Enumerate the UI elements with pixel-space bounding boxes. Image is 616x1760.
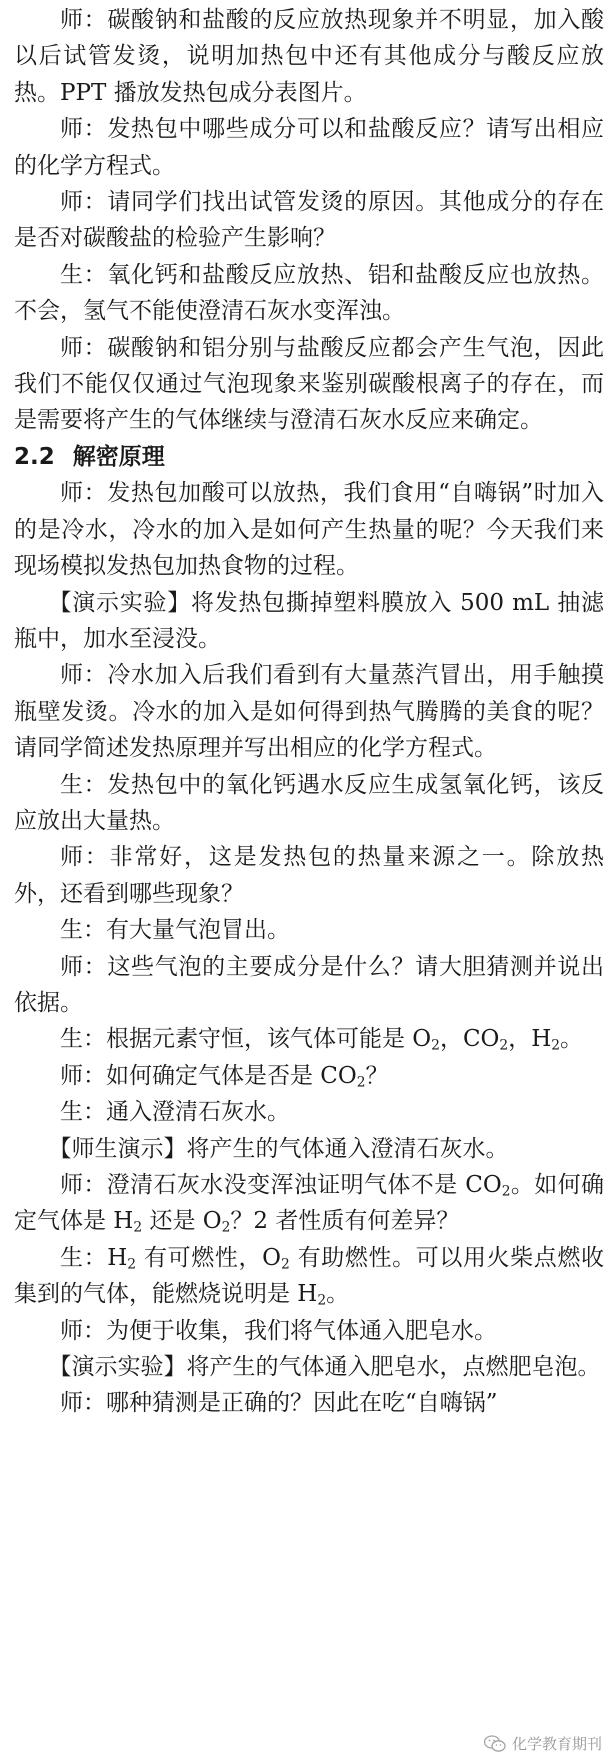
subscript: 2 bbox=[551, 1037, 561, 1054]
paragraph bbox=[14, 1349, 604, 1385]
paragraph-text: 将发热包撕掉塑料膜放入 500 mL 抽滤瓶中，加水至浸没。 bbox=[14, 589, 604, 652]
paragraph: 师：请同学们找出试管发烫的原因。其他成分的存在是否对碳酸盐的检验产生影响？ bbox=[14, 189, 604, 252]
demo-label: 【演示实验】 bbox=[48, 1354, 187, 1381]
subscript: 2 bbox=[431, 1037, 440, 1054]
text-run: ？2 者性质有何差异？ bbox=[230, 1208, 460, 1235]
text-run: 有可燃性，O bbox=[136, 1244, 281, 1271]
article-body bbox=[14, 2, 604, 1422]
paragraph: 师：为便于收集，我们将气体通入肥皂水。 bbox=[60, 1317, 497, 1344]
paragraph: 师：发热包中哪些成分可以和盐酸反应？请写出相应的化学方程式。 bbox=[14, 116, 604, 179]
text-run: ，H bbox=[508, 1026, 552, 1053]
paragraph: 师：碳酸钠和盐酸的反应放热现象并不明显，加入酸以后试管发烫，说明加热包中还有其他成分与酸反应放热。PPT 播放发热包成分表图片。 bbox=[14, 7, 604, 106]
text-run: 。 bbox=[560, 1026, 584, 1053]
section-title: 解密原理 bbox=[72, 443, 165, 470]
paragraph: 生：氧化钙和盐酸反应放热、铝和盐酸反应也放热。不会，氢气不能使澄清石灰水变浑浊。 bbox=[14, 261, 604, 325]
subscript: 2 bbox=[280, 1256, 290, 1273]
text-run: 师：如何确定气体是否是 CO bbox=[60, 1062, 357, 1089]
paragraph: 生：发热包中的氧化钙遇水反应生成氢氧化钙，该反应放出大量热。 bbox=[14, 771, 604, 834]
section-number: 2.2 bbox=[14, 443, 55, 470]
text-run: 师：澄清石灰水没变浑浊证明气体不是 CO bbox=[60, 1172, 502, 1198]
watermark-text: 化学教育期刊 bbox=[511, 1735, 602, 1753]
paragraph bbox=[14, 1167, 604, 1240]
paragraph: 师：发热包加酸可以放热，我们食用“自嗨锅”时加入的是冷水，冷水的加入是如何产生热量的呢？今天我们来现场模拟发热包加热食物的过程。 bbox=[14, 480, 604, 580]
subscript: 2 bbox=[221, 1219, 231, 1236]
paragraph bbox=[14, 585, 604, 658]
text-run: ，CO bbox=[439, 1026, 500, 1053]
paragraph bbox=[14, 1021, 604, 1057]
paragraph: 师：这些气泡的主要成分是什么？请大胆猜测并说出依据。 bbox=[14, 953, 604, 1016]
subscript: 2 bbox=[317, 1292, 327, 1309]
section-heading bbox=[14, 439, 604, 475]
paragraph-text: 将产生的气体通入澄清石灰水。 bbox=[186, 1135, 509, 1162]
paragraph bbox=[14, 1240, 604, 1313]
text-run: ？ bbox=[365, 1062, 389, 1089]
paragraph: 师：哪种猜测是正确的？因此在吃“自嗨锅” bbox=[60, 1390, 498, 1417]
paragraph: 生：有大量气泡冒出。 bbox=[60, 917, 290, 944]
subscript: 2 bbox=[127, 1256, 137, 1273]
paragraph bbox=[14, 1131, 604, 1167]
paragraph: 师：碳酸钠和铝分别与盐酸反应都会产生气泡，因此我们不能仅仅通过气泡现象来鉴别碳酸根离子的存在，而是需要将产生的气体继续与澄清石灰水反应来确定。 bbox=[14, 334, 604, 434]
subscript: 2 bbox=[499, 1037, 509, 1054]
text-run: 生：根据元素守恒，该气体可能是 O bbox=[60, 1026, 432, 1053]
text-run: 。 bbox=[326, 1281, 350, 1308]
text-run: 。如何确定气体是 H bbox=[14, 1172, 605, 1235]
watermark bbox=[484, 1733, 602, 1754]
paragraph: 师：冷水加入后我们看到有大量蒸汽冒出，用手触摸瓶壁发烫。冷水的加入是如何得到热气腾腾的美食的呢？请同学简述发热原理并写出相应的化学方程式。 bbox=[14, 662, 604, 762]
text-run: 生：H bbox=[60, 1244, 128, 1271]
text-run: 有助燃性。可以用火柴点燃收集到的气体，能燃烧说明是 H bbox=[14, 1244, 605, 1308]
paragraph: 师：非常好，这是发热包的热量来源之一。除放热外，还看到哪些现象？ bbox=[14, 844, 604, 907]
demo-label: 【师生演示】 bbox=[48, 1135, 187, 1162]
wechat-icon bbox=[484, 1735, 506, 1753]
subscript: 2 bbox=[356, 1074, 366, 1091]
subscript: 2 bbox=[133, 1219, 143, 1236]
paragraph-text: 将产生的气体通入肥皂水，点燃肥皂泡。 bbox=[186, 1354, 601, 1381]
demo-label: 【演示实验】 bbox=[48, 589, 191, 616]
paragraph: 生：通入澄清石灰水。 bbox=[60, 1099, 290, 1126]
subscript: 2 bbox=[501, 1183, 511, 1200]
text-run: 还是 O bbox=[142, 1208, 222, 1235]
paragraph bbox=[14, 1058, 604, 1094]
